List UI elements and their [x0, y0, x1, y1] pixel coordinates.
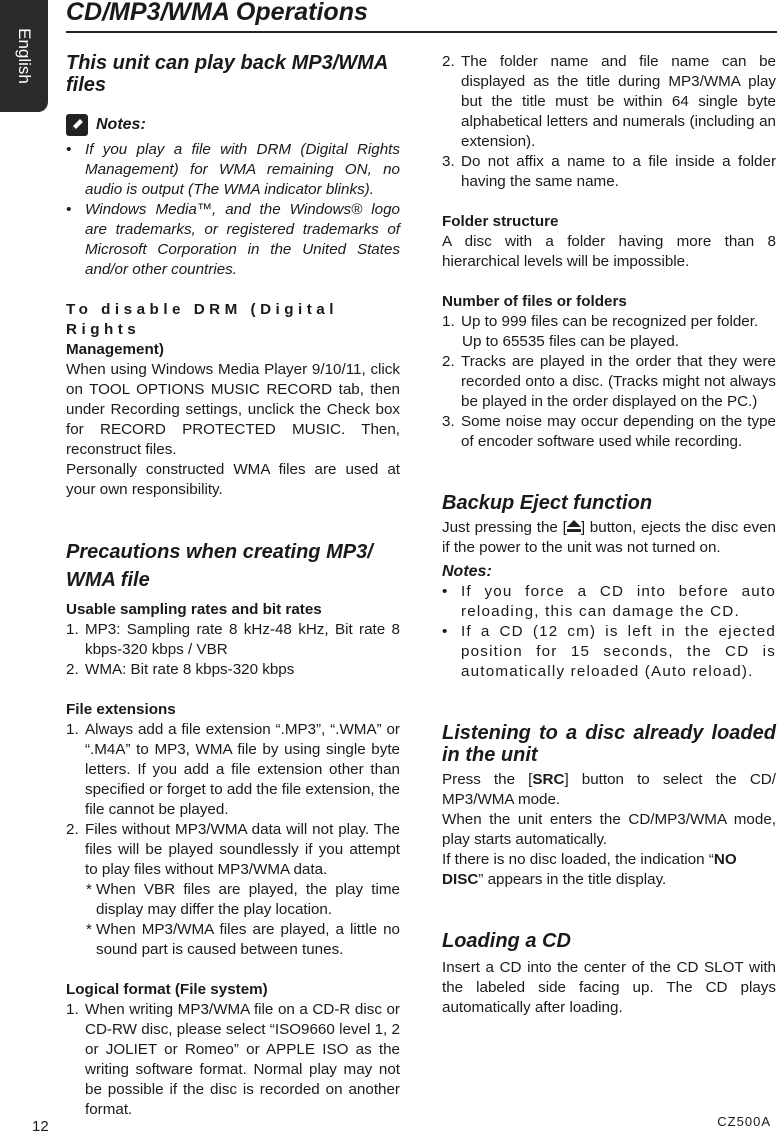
list-item: • If you force a CD into before auto reloading, this can damage the CD.: [442, 583, 776, 621]
list-item: • If a CD (12 cm) is left in the ejected position for 15 seconds, the CD is automatically reloaded (Auto reload).: [442, 623, 776, 681]
number-extra: Up to 65535 files can be played.: [462, 333, 679, 350]
section-title-backup-eject: Backup Eject function: [442, 492, 653, 514]
extensions-heading: File extensions: [66, 701, 176, 718]
language-tab-label: English: [15, 28, 34, 84]
notes-label: Notes:: [442, 563, 492, 581]
sub-item: * When MP3/WMA files are played, a little no sound part is caused between tunes.: [86, 921, 400, 958]
language-tab: [0, 0, 48, 112]
list-item: 3. Do not affix a name to a file inside a folder having the same name.: [442, 153, 776, 190]
header-rule: [66, 31, 777, 33]
list-item: • If you play a file with DRM (Digital Rights Management) for WMA remaining ON, no audio is output (The WMA indicator blinks).: [66, 141, 400, 198]
section-title-precautions: Precautions when creating MP3/ WMA file: [66, 541, 373, 591]
pencil-icon: [66, 114, 88, 136]
list-item: 1. Always add a file extension “.MP3”, “.WMA” or “.M4A” to MP3, WMA file by using single byte letters. If you add a file extension other than specified or forget to add the file extension, the file cannot be played.: [66, 721, 400, 818]
src-key: SRC: [532, 771, 565, 789]
list-item: 2. Tracks are played in the order that they were recorded onto a disc. (Tracks might not always be played in the order displayed on the PC.): [442, 353, 776, 410]
folder-heading: Folder structure: [442, 213, 559, 230]
section-title-playback: This unit can play back MP3/WMA files: [66, 52, 388, 96]
drm-paragraph: When using Windows Media Player 9/10/11, click on TOOL OPTIONS MUSIC RECORD tab, then under Recording settings, unclick the Check box for RECORD PROTECTED MUSIC. Then, reconstruct files.: [66, 361, 400, 458]
loading-text: Insert a CD into the center of the CD SLOT with the labeled side facing up. The CD plays automatically after loading.: [442, 959, 776, 1017]
list-item: 2. The folder name and file name can be displayed as the title during MP3/WMA play but the title must be within 64 single byte alphabetical letters and numerals (including an extension).: [442, 53, 776, 150]
list-item: 3. Some noise may occur depending on the type of encoder software used while recording.: [442, 413, 776, 450]
listen-paragraph: Press the [SRC] button to select the CD/ MP3/WMA mode.: [442, 771, 776, 809]
list-item: 2. WMA: Bit rate 8 kbps-320 kbps: [66, 661, 295, 678]
listen-paragraph: When the unit enters the CD/MP3/WMA mode, play starts automatically.: [442, 811, 776, 849]
section-title-listening: Listening to a disc already loaded in the unit: [442, 722, 776, 767]
page-header: CD/MP3/WMA Operations: [66, 0, 368, 26]
section-title-loading: Loading a CD: [442, 930, 571, 953]
list-item: 1. MP3: Sampling rate 8 kHz-48 kHz, Bit rate 8 kbps-320 kbps / VBR: [66, 621, 400, 658]
notes-heading: [66, 114, 400, 136]
list-item: 2. Files without MP3/WMA data will not play. The files will be played soundlessly if you attempt to play files without MP3/WMA data.: [66, 821, 400, 878]
folder-text: A disc with a folder having more than 8 hierarchical levels will be impossible.: [442, 233, 776, 270]
right-column: [442, 52, 776, 1018]
notes-label: Notes:: [96, 116, 146, 134]
left-column: [66, 52, 400, 1120]
logical-format-heading: Logical format (File system): [66, 981, 268, 998]
rates-heading: Usable sampling rates and bit rates: [66, 601, 322, 618]
drm-heading: To disable DRM (Digital Rights: [66, 301, 338, 338]
drm-heading-cont: Management): [66, 341, 164, 358]
number-heading: Number of files or folders: [442, 293, 627, 310]
page-number: 12: [32, 1118, 49, 1135]
list-item: 1. Up to 999 files can be recognized per folder.: [442, 313, 759, 330]
no-disc-indicator: NO DISC: [442, 851, 737, 889]
backup-text: Just pressing the [ ] button, ejects the disc even if the power to the unit was not turned on.: [442, 519, 776, 557]
listen-paragraph: If there is no disc loaded, the indication “NO DISC” appears in the title display.: [442, 851, 737, 889]
model-number: CZ500A: [717, 1114, 771, 1129]
list-item: 1. When writing MP3/WMA file on a CD-R disc or CD-RW disc, please select “ISO9660 level 1, 2 or JOLIET or Romeo” or APPLE ISO as the writing software format. Normal play may not be possible if the disc is recorded on another format.: [66, 1001, 400, 1118]
list-item: • Windows Media™, and the Windows® logo are trademarks, or registered trademarks of Microsoft Corporation in the United States and/or other countries.: [66, 201, 400, 278]
sub-item: * When VBR files are played, the play time display may differ the play location.: [86, 881, 400, 918]
eject-icon: [567, 518, 581, 538]
drm-paragraph: Personally constructed WMA files are used at your own responsibility.: [66, 461, 400, 498]
